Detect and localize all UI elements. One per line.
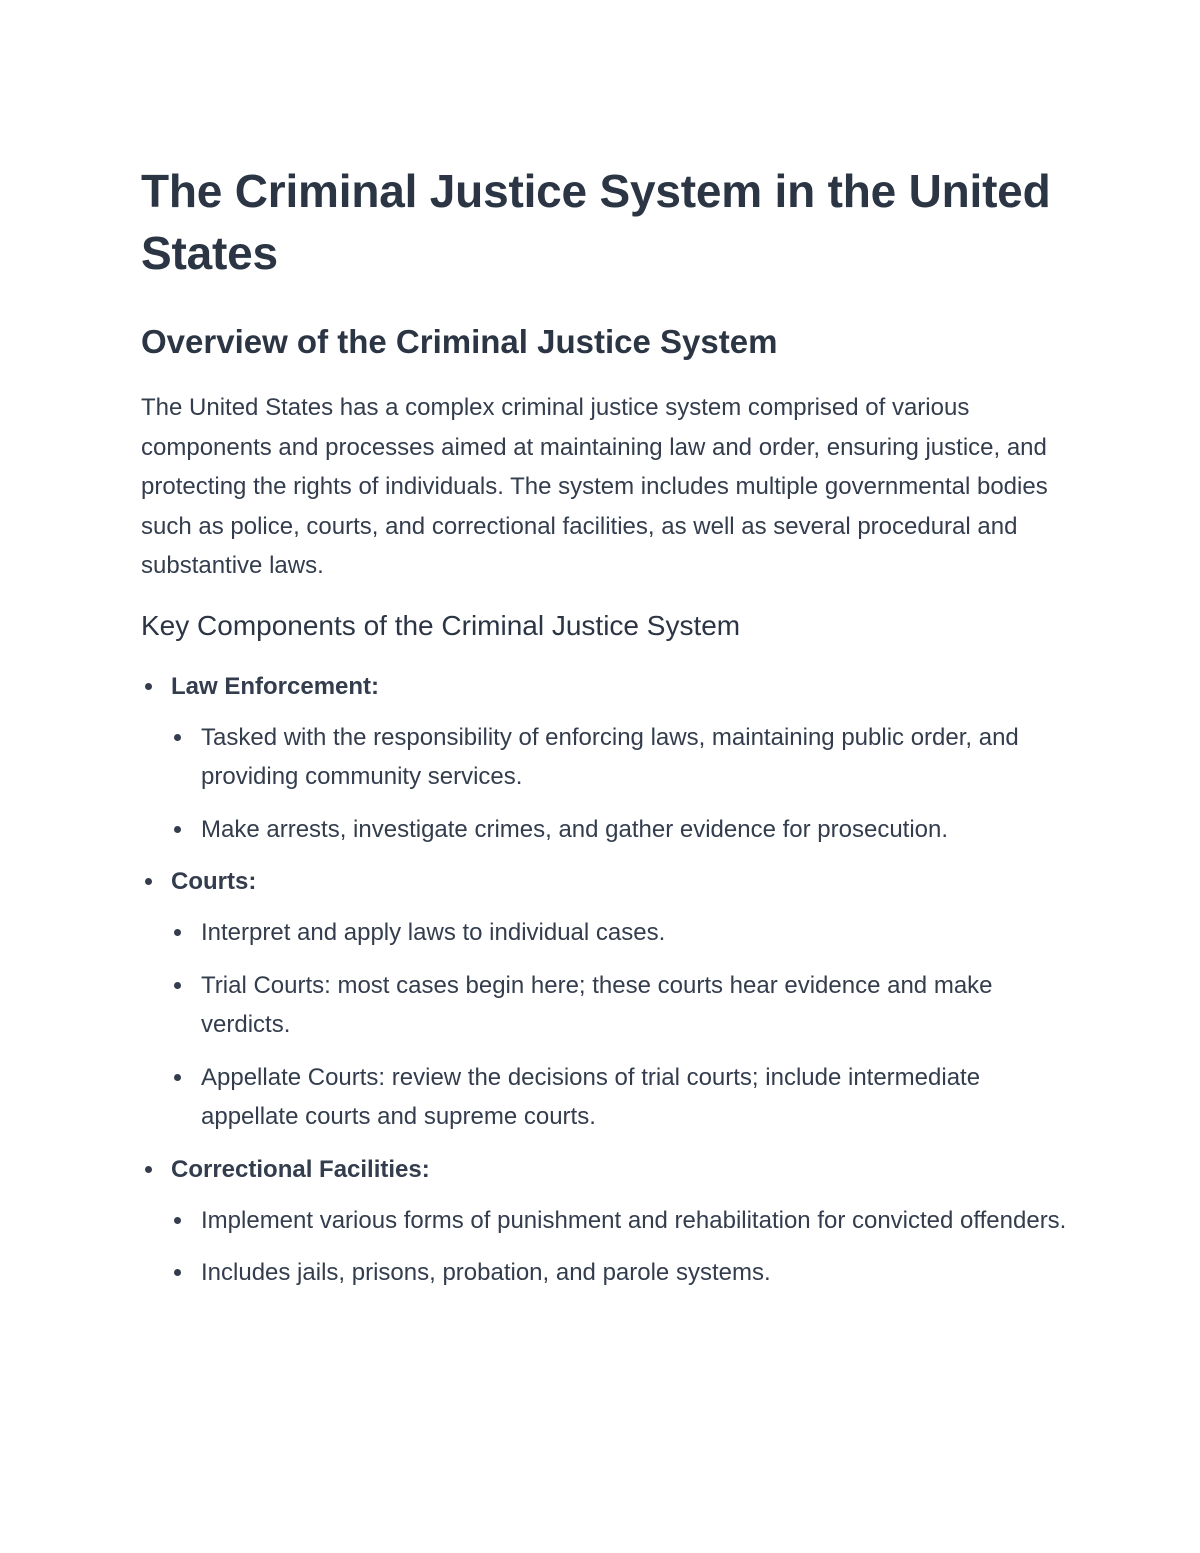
components-list (141, 668, 1081, 1293)
overview-heading: Overview of the Criminal Justice System (141, 323, 778, 360)
detail-text: Make arrests, investigate crimes, and gather evidence for prosecution. (201, 815, 949, 843)
bullet-icon (174, 734, 181, 741)
bullet-icon (145, 878, 152, 885)
document-title: The Criminal Justice System in the United States (141, 165, 1051, 279)
overview-paragraph: The United States has a complex criminal justice system comprised of various components and processes aimed at maintaining law and order, ensuring justice, and protecting the rights of individuals. The system includes multiple governmental bodies such as police, courts, and correctional facilities, as well as several procedural and substantive laws. (141, 394, 1048, 579)
component-label: Courts: (171, 868, 257, 895)
bullet-icon (174, 1217, 181, 1224)
component-label: Law Enforcement: (171, 672, 380, 700)
document-page (141, 160, 1081, 1307)
bullet-icon (174, 929, 181, 936)
detail-item (171, 913, 1081, 953)
detail-text: Interpret and apply laws to individual cases. (201, 919, 666, 946)
bullet-icon (174, 982, 181, 989)
component-item-courts (141, 863, 1081, 1137)
bullet-icon (174, 1074, 181, 1081)
detail-text: Appellate Courts: review the decisions of trial courts; include intermediate appellate courts and supreme courts. (201, 1063, 981, 1130)
component-details-list (171, 718, 1081, 850)
detail-item (171, 1058, 1081, 1137)
component-details-list (171, 913, 1081, 1137)
bullet-icon (145, 1166, 152, 1173)
detail-item (171, 718, 1081, 797)
detail-text: Tasked with the responsibility of enforcing laws, maintaining public order, and providing community services. (201, 723, 1019, 790)
component-item-correctional-facilities (141, 1151, 1081, 1293)
bullet-icon (145, 683, 152, 690)
detail-text: Implement various forms of punishment and rehabilitation for convicted offenders. (201, 1206, 1067, 1234)
component-item-law-enforcement (141, 668, 1081, 850)
bullet-icon (174, 1269, 181, 1276)
detail-text: Trial Courts: most cases begin here; these courts hear evidence and make verdicts. (201, 971, 993, 1038)
component-label: Correctional Facilities: (171, 1155, 430, 1183)
detail-item (171, 966, 1081, 1045)
bullet-icon (174, 826, 181, 833)
detail-text: Includes jails, prisons, probation, and parole systems. (201, 1259, 771, 1286)
detail-item (171, 1253, 1081, 1293)
key-components-heading: Key Components of the Criminal Justice System (141, 609, 741, 641)
detail-item (171, 1201, 1081, 1241)
detail-item (171, 810, 1081, 850)
component-details-list (171, 1201, 1081, 1293)
